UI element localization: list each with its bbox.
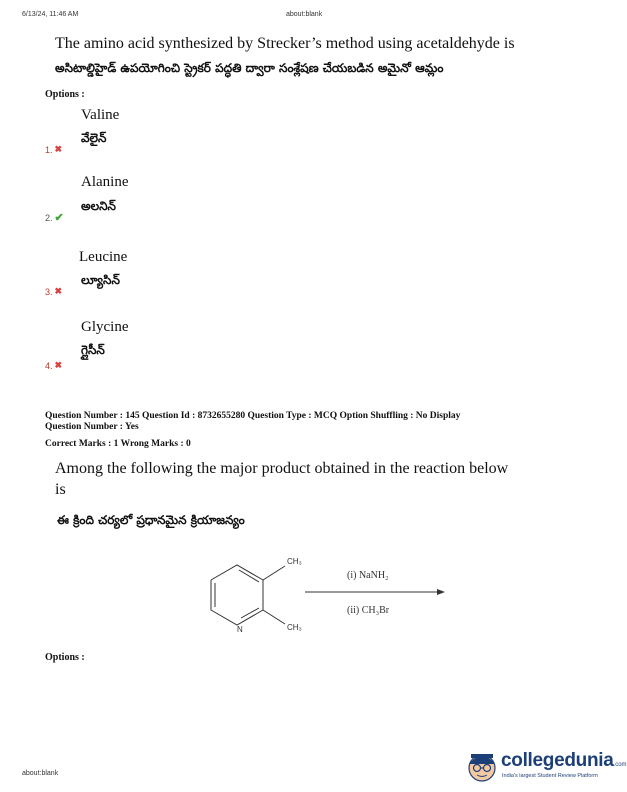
option-3-number-wrap xyxy=(45,286,62,297)
reaction-scheme xyxy=(195,548,455,638)
arrow-head-icon xyxy=(437,589,445,595)
question-2-options-label: Options : xyxy=(45,652,85,663)
question-2-meta-line-1: Question Number : 145 Question Id : 8732655280 Question Type : MCQ Option Shuffling : No Display xyxy=(45,411,461,421)
option-2-text-te: అలనిన్ xyxy=(81,199,116,213)
cross-icon: ✖ xyxy=(54,286,63,296)
option-1-text-te: వేలైన్ xyxy=(81,131,107,145)
logo-tagline: India's largest Student Review Platform xyxy=(502,773,598,779)
question-2-text-te: ఈ క్రింది చర్యలో ప్రధానమైన క్రియాజన్యం xyxy=(57,513,245,527)
option-1-number: 1. xyxy=(45,144,53,155)
question-2-text-en-line-1: Among the following the major product obtained in the reaction below xyxy=(55,460,509,477)
option-3-number: 3. xyxy=(45,286,53,297)
methyl-bond-bottom xyxy=(263,610,285,624)
option-4-number-wrap xyxy=(45,360,62,371)
option-3-text-te: ల్యూసిన్ xyxy=(81,273,120,287)
cross-icon: ✖ xyxy=(54,144,63,154)
option-2-number: 2. xyxy=(45,212,53,223)
logo-brand: collegedunia xyxy=(501,750,614,771)
methyl-bottom-label: CH₃ xyxy=(287,623,302,632)
option-4-text-te: గ్లైసీన్ xyxy=(81,343,105,357)
cross-icon: ✖ xyxy=(54,360,63,370)
collegedunia-logo xyxy=(465,746,627,786)
logo-domain: .com xyxy=(613,762,627,768)
logo-wordmark xyxy=(501,750,627,772)
option-2-text-en: Alanine xyxy=(81,174,129,190)
question-2-text-en-line-2: is xyxy=(55,481,66,498)
ring-nitrogen-label: N xyxy=(237,625,243,634)
question-2-meta-line-3: Correct Marks : 1 Wrong Marks : 0 xyxy=(45,439,191,449)
methyl-top-label: CH₃ xyxy=(287,557,302,566)
question-1-options-label: Options : xyxy=(45,89,85,100)
option-2-number-wrap xyxy=(45,211,64,224)
question-1-text-te: అసిటాల్డిహైడ్ ఉపయోగించి స్ట్రెకర్ పద్ధతి ద్వారా సంశ్లేషణ చేయబడిన అమైనో ఆమ్లం xyxy=(55,61,444,75)
question-1-text-en: The amino acid synthesized by Strecker’s method using acetaldehyde is xyxy=(55,35,515,52)
reagent-2-label: (ii) CH₃Br xyxy=(347,605,390,616)
pyridine-ring xyxy=(211,565,285,625)
option-1-text-en: Valine xyxy=(81,107,120,123)
question-2-meta-line-2: Question Number : Yes xyxy=(45,422,139,432)
print-page-title: about:blank xyxy=(286,11,323,18)
option-4-text-en: Glycine xyxy=(81,319,129,335)
print-datetime: 6/13/24, 11:46 AM xyxy=(22,11,79,18)
print-footer-url: about:blank xyxy=(22,770,59,777)
option-4-number: 4. xyxy=(45,360,53,371)
mascot-icon xyxy=(465,746,499,786)
reagent-1-label: (i) NaNH₂ xyxy=(347,570,389,581)
methyl-bond-top xyxy=(263,566,285,580)
option-1-number-wrap xyxy=(45,144,62,155)
option-3-text-en: Leucine xyxy=(79,249,128,265)
check-icon: ✔ xyxy=(54,212,64,224)
